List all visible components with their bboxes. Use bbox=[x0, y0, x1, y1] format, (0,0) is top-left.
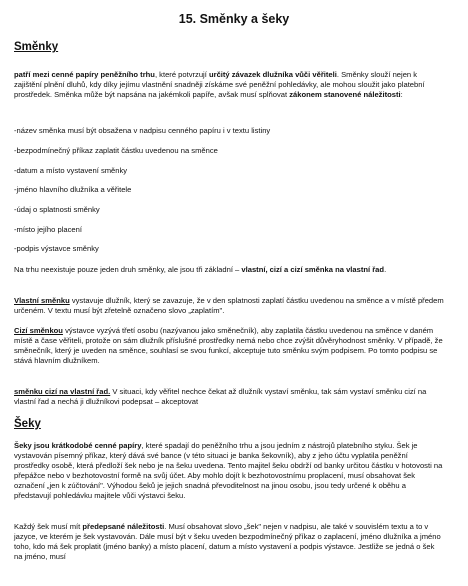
intro-bold-2: určitý závazek dlužníka vůči věřiteli bbox=[208, 70, 337, 79]
cheques-text-2a: Každý šek musí mít bbox=[14, 522, 83, 531]
cheques-text-2b: . Musí obsahovat slovo „šek" nejen v nadpisu, ale také v souvislém textu a to v jazyce, ve kterém je šek vystavován. Dále musí být v šeku uveden bezpodmínečný příkaz o zaplacení, jméno dlužníka a jméno toho, kdo má šek proplatit (jméno banky) a místo placení, datum a místo vystavení a podpis výstavce. Jestliže se jedná o šek na jméno, musí bbox=[14, 522, 441, 561]
intro-text-2: . Směnky slouží nejen k zajištění plnění dluhů, kdy díky jejímu vlastnění snadněji získáme své peněžní pohledávky, ale mohou sloužit jako platební prostředek. Směnka může být napsána na jakémkoli papíře, avšak musí splňovat bbox=[14, 70, 425, 99]
types-text-2: . bbox=[384, 265, 387, 274]
requirement-item: -jméno hlavního dlužníka a věřitele bbox=[14, 185, 132, 194]
section-heading-seky: Šeky bbox=[14, 418, 41, 430]
cheques-text-1: , které spadají do peněžního trhu a jsou jedním z nástrojů platebního styku. Šek je vystavován písemný příkaz, který dává své bance (v této situaci je banka šekovník), aby z jeho účtu vyplatila peněžní prostředky osobě, která předloží šek nebo je na šeku uvedena. Tento majitel šeku obdrží od banky určitou částku v hotovosti na přepážce nebo v bezhotovostní formě na svůj účet. Aby mohlo dojít k bezhotovostnímu proplacení, musí obsahovat šek označení „jen k zúčtování". Výhodou šeků je jejich snadná převoditelnost na jinou osobu, jsou tedy určené k oběhu a představují pohledávku majitele vůči výstavci šeku. bbox=[14, 441, 443, 500]
page-title: 15. Směnky a šeky bbox=[178, 12, 290, 26]
intro-bold-3: zákonem stanovené náležitosti bbox=[289, 90, 401, 99]
cheques-paragraph-1 bbox=[14, 441, 444, 501]
requirement-item: -název směnka musí být obsažena v nadpisu cenného papíru i v textu listiny bbox=[14, 126, 271, 135]
requirement-item: -místo jejího placení bbox=[14, 225, 82, 234]
foreign-bill-paragraph bbox=[14, 326, 444, 366]
types-bold: vlastní, cizí a cizí směnka na vlastní řad bbox=[241, 265, 385, 274]
requirement-item: -datum a místo vystavení směnky bbox=[14, 166, 128, 175]
own-bill-paragraph bbox=[14, 296, 444, 316]
requirement-item: -údaj o splatnosti směnky bbox=[14, 205, 100, 214]
own-order-paragraph bbox=[14, 387, 444, 407]
own-bill-text: vystavuje dlužník, který se zavazuje, že v den splatnosti zaplatí částku uvedenou na směnce a v místě předem určeném. V textu musí být zřetelně označeno slovo „zaplatím". bbox=[14, 296, 444, 315]
intro-text-1: , které potvrzují bbox=[154, 70, 209, 79]
own-bill-term: Vlastní směnku bbox=[14, 296, 70, 305]
section-heading-smenky: Směnky bbox=[14, 41, 59, 53]
intro-bold-1: patří mezi cenné papíry peněžního trhu bbox=[14, 70, 155, 79]
cheques-bold-1: Šeky jsou krátkodobé cenné papíry bbox=[14, 441, 142, 450]
foreign-bill-text: výstavce vyzývá třetí osobu (nazývanou jako směnečník), aby zaplatila částku uvedenou na směnce v daném místě a čase věřiteli, protože on sám dlužník příslušné prostředky nemá nebo chce zvýšit důvěryhodnost směnky. V případě, že směnečník, který je uveden na směnce, souhlasí se svou funkcí, akceptuje tuto směnku svým podpisem. Po tomto podpisu se stává hlavním dlužníkem. bbox=[14, 326, 443, 365]
own-order-term: směnku cizí na vlastní řad. bbox=[14, 387, 111, 396]
requirement-item: -podpis výstavce směnky bbox=[14, 244, 99, 253]
own-order-text: V situaci, kdy věřitel nechce čekat až dlužník vystaví směnku, tak sám vystaví směnku cizí na vlastní řad a nechá ji dlužníkovi podepsat – akceptovat bbox=[14, 387, 427, 406]
intro-paragraph bbox=[14, 70, 444, 100]
requirement-item: -bezpodmínečný příkaz zaplatit částku uvedenou na směnce bbox=[14, 146, 218, 155]
cheques-bold-2: předepsané náležitosti bbox=[82, 522, 165, 531]
types-text-1: Na trhu neexistuje pouze jeden druh směnky, ale jsou tři základní – bbox=[14, 265, 242, 274]
types-paragraph bbox=[14, 265, 444, 275]
foreign-bill-term: Cizí směnkou bbox=[14, 326, 63, 335]
cheques-paragraph-2 bbox=[14, 522, 444, 562]
intro-text-3: : bbox=[400, 90, 403, 99]
